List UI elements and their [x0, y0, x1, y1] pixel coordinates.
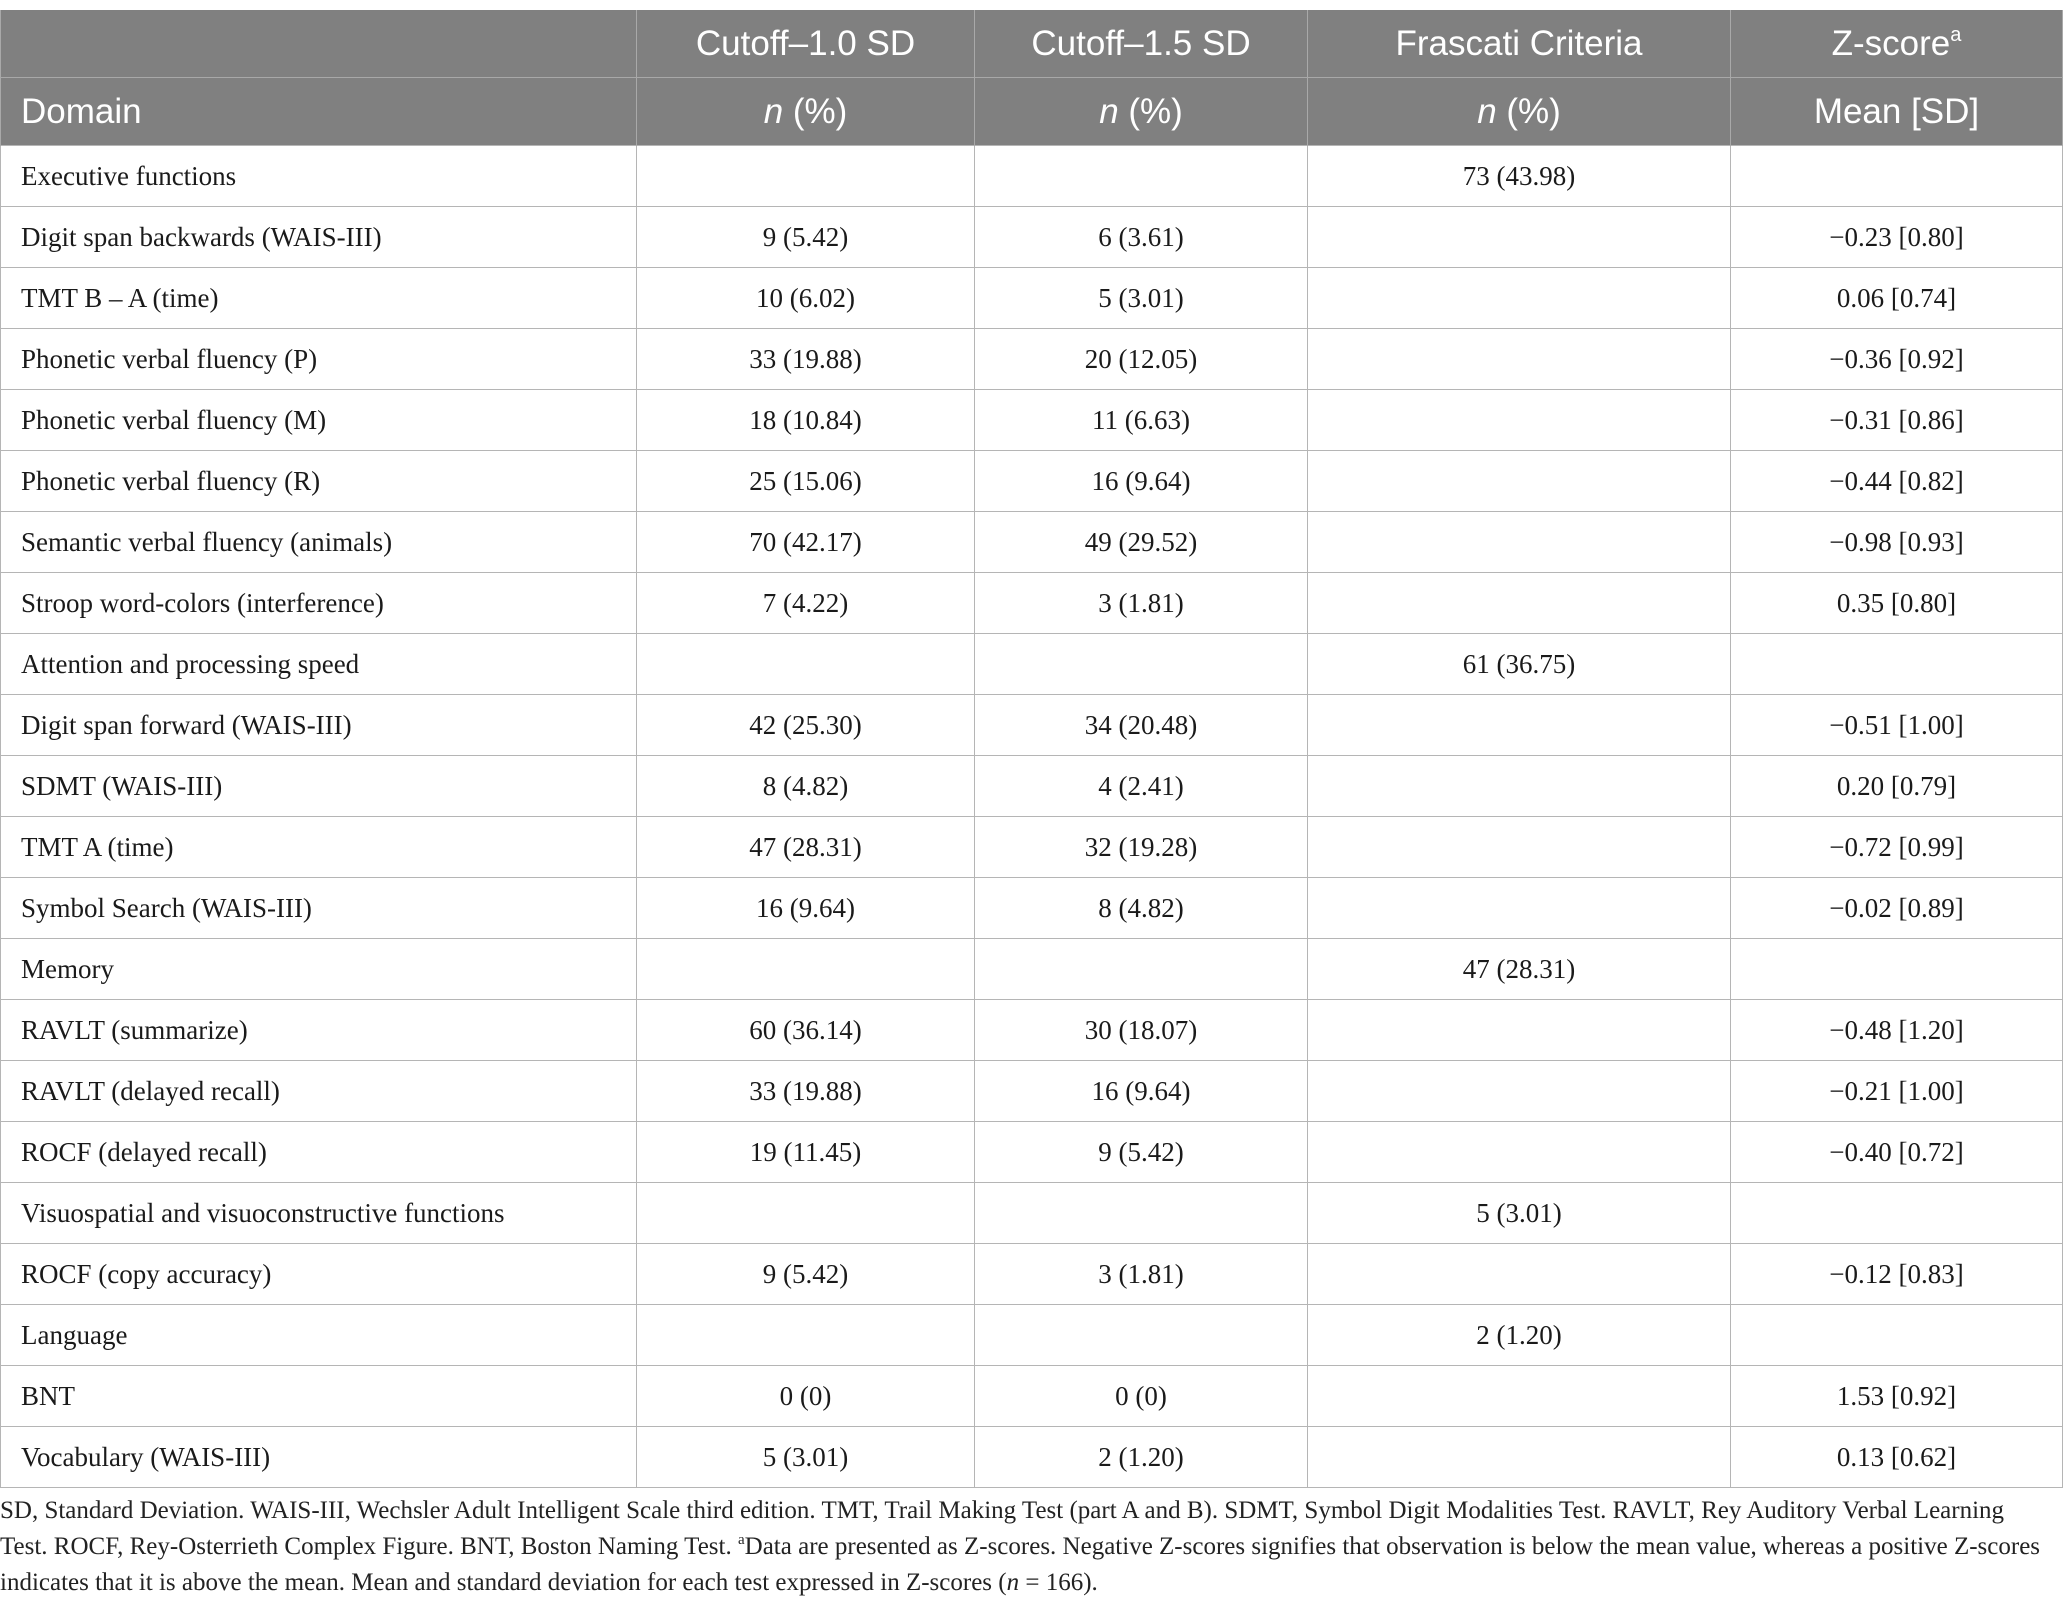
results-table: [0, 10, 2063, 1488]
cutoff-1-5-cell: 49 (29.52): [975, 512, 1308, 573]
frascati-cell: 61 (36.75): [1308, 634, 1731, 695]
cutoff-1-0-cell: 8 (4.82): [637, 756, 975, 817]
cutoff-1-5-cell: [975, 1183, 1308, 1244]
domain-cell: RAVLT (delayed recall): [1, 1061, 637, 1122]
domain-cell: Symbol Search (WAIS-III): [1, 878, 637, 939]
zscore-cell: [1731, 1305, 2063, 1366]
cutoff-1-5-cell: 3 (1.81): [975, 1244, 1308, 1305]
header-empty-cell: [1, 10, 637, 78]
cutoff-1-5-cell: 9 (5.42): [975, 1122, 1308, 1183]
header-row-1: [1, 10, 2063, 78]
zscore-cell: [1731, 939, 2063, 1000]
header-frascati: Frascati Criteria: [1308, 10, 1731, 78]
table-footnote: [0, 1493, 2050, 1601]
header-pct: (%): [1118, 91, 1183, 131]
zscore-cell: −0.40 [0.72]: [1731, 1122, 2063, 1183]
frascati-cell: [1308, 512, 1731, 573]
cutoff-1-0-cell: 9 (5.42): [637, 1244, 975, 1305]
footnote-n-value: = 166).: [1019, 1569, 1098, 1596]
domain-cell: SDMT (WAIS-III): [1, 756, 637, 817]
zscore-cell: [1731, 1183, 2063, 1244]
zscore-cell: −0.36 [0.92]: [1731, 329, 2063, 390]
table-row: [1, 1305, 2063, 1366]
domain-cell: Semantic verbal fluency (animals): [1, 512, 637, 573]
table-row: [1, 1061, 2063, 1122]
cutoff-1-5-cell: 32 (19.28): [975, 817, 1308, 878]
table-row: [1, 1366, 2063, 1427]
frascati-cell: [1308, 1061, 1731, 1122]
table-row: [1, 573, 2063, 634]
header-n-italic: n: [1099, 91, 1119, 131]
cutoff-1-0-cell: 19 (11.45): [637, 1122, 975, 1183]
footnote-abbreviations: SD, Standard Deviation. WAIS-III, Wechsler Adult Intelligent Scale third edition. TMT, Trail Making Test (part A and B). SDMT, Symbol Digit Modalities Test. RAVLT, Rey Auditory Verbal Learning Test. ROCF, Rey-Osterrieth Complex Figure. BNT, Boston Naming Test.: [0, 1497, 2005, 1560]
frascati-cell: [1308, 268, 1731, 329]
header-n-pct-3: [1308, 78, 1731, 146]
frascati-cell: [1308, 1366, 1731, 1427]
table-row: [1, 1244, 2063, 1305]
header-row-2: [1, 78, 2063, 146]
cutoff-1-0-cell: [637, 146, 975, 207]
domain-cell: Executive functions: [1, 146, 637, 207]
header-cutoff-1-0: Cutoff–1.0 SD: [637, 10, 975, 78]
table-row: [1, 390, 2063, 451]
domain-cell: Digit span forward (WAIS-III): [1, 695, 637, 756]
cutoff-1-5-cell: [975, 1305, 1308, 1366]
header-zscore: [1731, 10, 2063, 78]
cutoff-1-0-cell: 18 (10.84): [637, 390, 975, 451]
cutoff-1-0-cell: 9 (5.42): [637, 207, 975, 268]
table-row: [1, 146, 2063, 207]
header-pct: (%): [783, 91, 848, 131]
cutoff-1-5-cell: 16 (9.64): [975, 1061, 1308, 1122]
frascati-cell: [1308, 390, 1731, 451]
table-row: [1, 756, 2063, 817]
header-n-italic: n: [1477, 91, 1497, 131]
zscore-cell: [1731, 634, 2063, 695]
frascati-cell: [1308, 1122, 1731, 1183]
table-row: [1, 329, 2063, 390]
zscore-cell: 1.53 [0.92]: [1731, 1366, 2063, 1427]
frascati-cell: 2 (1.20): [1308, 1305, 1731, 1366]
cutoff-1-0-cell: 0 (0): [637, 1366, 975, 1427]
table-row: [1, 817, 2063, 878]
cutoff-1-0-cell: 25 (15.06): [637, 451, 975, 512]
domain-cell: Phonetic verbal fluency (M): [1, 390, 637, 451]
cutoff-1-5-cell: 8 (4.82): [975, 878, 1308, 939]
domain-cell: BNT: [1, 1366, 637, 1427]
table-row: [1, 268, 2063, 329]
table-row: [1, 939, 2063, 1000]
frascati-cell: 73 (43.98): [1308, 146, 1731, 207]
header-domain: Domain: [1, 78, 637, 146]
domain-cell: TMT A (time): [1, 817, 637, 878]
table-row: [1, 695, 2063, 756]
domain-cell: Digit span backwards (WAIS-III): [1, 207, 637, 268]
zscore-cell: −0.48 [1.20]: [1731, 1000, 2063, 1061]
zscore-cell: −0.21 [1.00]: [1731, 1061, 2063, 1122]
frascati-cell: [1308, 329, 1731, 390]
domain-cell: Attention and processing speed: [1, 634, 637, 695]
footnote-n-italic: n: [1006, 1569, 1020, 1596]
table-row: [1, 207, 2063, 268]
header-n-italic: n: [763, 91, 784, 131]
cutoff-1-0-cell: 70 (42.17): [637, 512, 975, 573]
frascati-cell: [1308, 756, 1731, 817]
table-row: [1, 451, 2063, 512]
table-row: [1, 1000, 2063, 1061]
cutoff-1-0-cell: [637, 939, 975, 1000]
footnote-explanation: Data are presented as Z-scores. Negative Z-scores signifies that observation is below the mean value, whereas a positive Z-scores indicates that it is above the mean. Mean and standard deviation for each test expressed in Z-scores (: [0, 1533, 2041, 1596]
zscore-cell: 0.35 [0.80]: [1731, 573, 2063, 634]
cutoff-1-5-cell: 0 (0): [975, 1366, 1308, 1427]
cutoff-1-0-cell: 16 (9.64): [637, 878, 975, 939]
domain-cell: Visuospatial and visuoconstructive functions: [1, 1183, 637, 1244]
zscore-cell: [1731, 146, 2063, 207]
domain-cell: ROCF (delayed recall): [1, 1122, 637, 1183]
cutoff-1-5-cell: 30 (18.07): [975, 1000, 1308, 1061]
frascati-cell: [1308, 695, 1731, 756]
table-header: [1, 10, 2063, 146]
cutoff-1-5-cell: 2 (1.20): [975, 1427, 1308, 1488]
frascati-cell: 5 (3.01): [1308, 1183, 1731, 1244]
zscore-cell: −0.02 [0.89]: [1731, 878, 2063, 939]
cutoff-1-5-cell: 4 (2.41): [975, 756, 1308, 817]
cutoff-1-5-cell: 6 (3.61): [975, 207, 1308, 268]
zscore-cell: −0.12 [0.83]: [1731, 1244, 2063, 1305]
frascati-cell: [1308, 817, 1731, 878]
frascati-cell: [1308, 1244, 1731, 1305]
domain-cell: Phonetic verbal fluency (P): [1, 329, 637, 390]
cutoff-1-5-cell: 34 (20.48): [975, 695, 1308, 756]
cutoff-1-5-cell: 16 (9.64): [975, 451, 1308, 512]
zscore-cell: −0.44 [0.82]: [1731, 451, 2063, 512]
table-row: [1, 1122, 2063, 1183]
cutoff-1-0-cell: 42 (25.30): [637, 695, 975, 756]
zscore-cell: 0.06 [0.74]: [1731, 268, 2063, 329]
frascati-cell: [1308, 1000, 1731, 1061]
table-row: [1, 634, 2063, 695]
domain-cell: Memory: [1, 939, 637, 1000]
zscore-cell: −0.31 [0.86]: [1731, 390, 2063, 451]
header-zscore-label: Z-score: [1831, 23, 1951, 63]
header-pct: (%): [1496, 91, 1561, 131]
zscore-cell: −0.23 [0.80]: [1731, 207, 2063, 268]
domain-cell: Language: [1, 1305, 637, 1366]
zscore-cell: 0.20 [0.79]: [1731, 756, 2063, 817]
cutoff-1-0-cell: [637, 1183, 975, 1244]
domain-cell: Vocabulary (WAIS-III): [1, 1427, 637, 1488]
table-row: [1, 878, 2063, 939]
domain-cell: RAVLT (summarize): [1, 1000, 637, 1061]
domain-cell: ROCF (copy accuracy): [1, 1244, 637, 1305]
header-n-pct-1: [637, 78, 975, 146]
cutoff-1-0-cell: [637, 1305, 975, 1366]
frascati-cell: 47 (28.31): [1308, 939, 1731, 1000]
table-row: [1, 512, 2063, 573]
cutoff-1-5-cell: [975, 146, 1308, 207]
header-n-pct-2: [975, 78, 1308, 146]
cutoff-1-0-cell: 33 (19.88): [637, 329, 975, 390]
header-zscore-sup: a: [1950, 23, 1962, 46]
domain-cell: Phonetic verbal fluency (R): [1, 451, 637, 512]
zscore-cell: −0.72 [0.99]: [1731, 817, 2063, 878]
cutoff-1-0-cell: 5 (3.01): [637, 1427, 975, 1488]
domain-cell: TMT B – A (time): [1, 268, 637, 329]
frascati-cell: [1308, 878, 1731, 939]
frascati-cell: [1308, 207, 1731, 268]
cutoff-1-5-cell: [975, 634, 1308, 695]
domain-cell: Stroop word-colors (interference): [1, 573, 637, 634]
cutoff-1-0-cell: 47 (28.31): [637, 817, 975, 878]
cutoff-1-0-cell: 60 (36.14): [637, 1000, 975, 1061]
frascati-cell: [1308, 451, 1731, 512]
frascati-cell: [1308, 573, 1731, 634]
zscore-cell: −0.51 [1.00]: [1731, 695, 2063, 756]
cutoff-1-5-cell: 20 (12.05): [975, 329, 1308, 390]
cutoff-1-5-cell: 3 (1.81): [975, 573, 1308, 634]
header-cutoff-1-5: Cutoff–1.5 SD: [975, 10, 1308, 78]
footnote-sup: a: [737, 1532, 745, 1548]
cutoff-1-0-cell: 10 (6.02): [637, 268, 975, 329]
cutoff-1-5-cell: 5 (3.01): [975, 268, 1308, 329]
cutoff-1-0-cell: 33 (19.88): [637, 1061, 975, 1122]
cutoff-1-5-cell: 11 (6.63): [975, 390, 1308, 451]
table-row: [1, 1183, 2063, 1244]
table-row: [1, 1427, 2063, 1488]
cutoff-1-0-cell: [637, 634, 975, 695]
cutoff-1-5-cell: [975, 939, 1308, 1000]
header-mean-sd: Mean [SD]: [1731, 78, 2063, 146]
cutoff-1-0-cell: 7 (4.22): [637, 573, 975, 634]
table-body: [1, 146, 2063, 1488]
frascati-cell: [1308, 1427, 1731, 1488]
zscore-cell: −0.98 [0.93]: [1731, 512, 2063, 573]
zscore-cell: 0.13 [0.62]: [1731, 1427, 2063, 1488]
